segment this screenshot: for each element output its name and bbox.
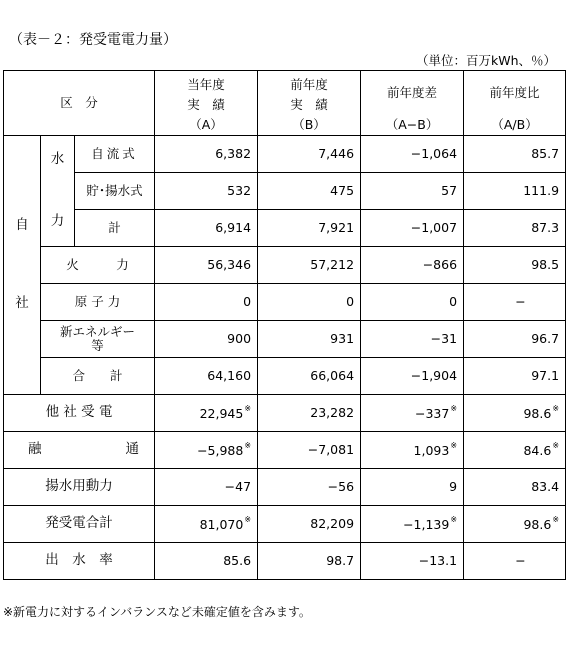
table-row xyxy=(4,247,566,284)
header-col-b xyxy=(258,71,361,136)
cell-diff-value: −337 xyxy=(414,406,450,422)
header-col-diff-line3: （A−B） xyxy=(385,116,439,132)
row-label: 貯･揚水式 xyxy=(75,173,155,210)
cell-diff: −1,007 xyxy=(361,210,464,247)
cell-b: −7,081 xyxy=(258,432,361,469)
table-row xyxy=(4,358,566,395)
cell-diff: 0 xyxy=(361,284,464,321)
table-row xyxy=(4,210,566,247)
cell-diff-value: −1,139 xyxy=(403,517,450,533)
header-col-diff xyxy=(361,71,464,136)
cell-diff xyxy=(361,395,464,432)
row-label: 自流式 xyxy=(75,136,155,173)
cell-b: 475 xyxy=(258,173,361,210)
group-hydro-char2: 力 xyxy=(50,213,65,229)
provisional-mark: ※ xyxy=(552,404,560,414)
cell-ratio: 96.7 xyxy=(464,321,566,358)
cell-a-value: 22,945 xyxy=(199,406,244,422)
cell-ratio: 97.1 xyxy=(464,358,566,395)
cell-a: 532 xyxy=(155,173,258,210)
table-row xyxy=(4,395,566,432)
header-col-ratio xyxy=(464,71,566,136)
cell-diff xyxy=(361,432,464,469)
group-hydro-char1: 水 xyxy=(50,151,65,168)
provisional-mark: ※ xyxy=(450,515,458,525)
header-col-b-line2: 実 績 xyxy=(290,96,328,112)
row-label: 発受電合計 xyxy=(4,506,155,543)
cell-ratio xyxy=(464,432,566,469)
cell-b: 23,282 xyxy=(258,395,361,432)
table-row xyxy=(4,469,566,506)
cell-a xyxy=(155,506,258,543)
cell-diff xyxy=(361,506,464,543)
cell-b: 931 xyxy=(258,321,361,358)
header-col-b-line3: （B） xyxy=(292,116,326,132)
cell-ratio: 111.9 xyxy=(464,173,566,210)
cell-diff: −13.1 xyxy=(361,543,464,580)
cell-a: 900 xyxy=(155,321,258,358)
cell-a xyxy=(155,432,258,469)
table-row xyxy=(4,321,566,358)
cell-diff: 57 xyxy=(361,173,464,210)
cell-ratio: − xyxy=(464,543,566,580)
group-hydro-label xyxy=(41,136,75,247)
header-col-a xyxy=(155,71,258,136)
cell-ratio: 98.5 xyxy=(464,247,566,284)
header-col-diff-line1: 前年度差 xyxy=(387,85,438,100)
cell-diff: −1,064 xyxy=(361,136,464,173)
header-col-ratio-line3: （A/B） xyxy=(491,116,538,132)
cell-a: 0 xyxy=(155,284,258,321)
row-label: 原 子 力 xyxy=(41,284,155,321)
table-row xyxy=(4,506,566,543)
cell-a: 56,346 xyxy=(155,247,258,284)
cell-b: 7,446 xyxy=(258,136,361,173)
cell-b: −56 xyxy=(258,469,361,506)
cell-a: 85.6 xyxy=(155,543,258,580)
provisional-mark: ※ xyxy=(244,515,252,525)
cell-ratio xyxy=(464,506,566,543)
cell-diff: −866 xyxy=(361,247,464,284)
footnote: ※新電力に対するインバランスなど未確定値を含みます。 xyxy=(3,605,311,619)
provisional-mark: ※ xyxy=(244,404,252,414)
unit-label: （単位：百万kWh、％） xyxy=(415,53,556,68)
cell-diff-value: 1,093 xyxy=(413,443,450,459)
provisional-mark: ※ xyxy=(450,441,458,451)
cell-diff: −31 xyxy=(361,321,464,358)
cell-b: 7,921 xyxy=(258,210,361,247)
header-col-a-line2: 実 績 xyxy=(187,96,225,112)
cell-ratio xyxy=(464,395,566,432)
cell-ratio-value: 98.6 xyxy=(523,406,552,422)
cell-a: 64,160 xyxy=(155,358,258,395)
row-label: 合 計 xyxy=(41,358,155,395)
table-row xyxy=(4,432,566,469)
cell-b: 57,212 xyxy=(258,247,361,284)
provisional-mark: ※ xyxy=(552,515,560,525)
cell-ratio: 83.4 xyxy=(464,469,566,506)
row-label-left: 融 xyxy=(28,441,42,458)
table-caption: （表－２：発受電電力量） xyxy=(9,32,177,48)
row-label-line1: 新エネルギー xyxy=(60,323,136,339)
cell-b: 98.7 xyxy=(258,543,361,580)
header-category: 区 分 xyxy=(4,71,155,136)
table-row xyxy=(4,543,566,580)
cell-ratio: 85.7 xyxy=(464,136,566,173)
table-row xyxy=(4,173,566,210)
row-label: 計 xyxy=(75,210,155,247)
cell-ratio: 87.3 xyxy=(464,210,566,247)
header-col-a-line3: （A） xyxy=(189,116,223,132)
row-label xyxy=(41,321,155,358)
header-row xyxy=(4,71,566,136)
provisional-mark: ※ xyxy=(244,441,252,451)
provisional-mark: ※ xyxy=(552,441,560,451)
cell-a: 6,914 xyxy=(155,210,258,247)
header-col-a-line1: 当年度 xyxy=(187,77,225,92)
header-col-ratio-line1: 前年度比 xyxy=(489,85,540,100)
group-self-char1: 自 xyxy=(15,217,29,234)
cell-a-value: −5,988 xyxy=(197,443,244,459)
cell-a: 6,382 xyxy=(155,136,258,173)
cell-b: 0 xyxy=(258,284,361,321)
row-label: 火 力 xyxy=(41,247,155,284)
cell-b: 82,209 xyxy=(258,506,361,543)
cell-diff: 9 xyxy=(361,469,464,506)
row-label xyxy=(4,432,155,469)
cell-b: 66,064 xyxy=(258,358,361,395)
table-row xyxy=(4,284,566,321)
power-table xyxy=(3,70,566,580)
cell-a-value: 81,070 xyxy=(199,517,244,533)
provisional-mark: ※ xyxy=(450,404,458,414)
row-label-line2: 等 xyxy=(91,338,104,353)
cell-a: −47 xyxy=(155,469,258,506)
header-col-b-line1: 前年度 xyxy=(290,77,328,92)
row-label: 揚水用動力 xyxy=(4,469,155,506)
row-label: 出 水 率 xyxy=(4,543,155,580)
group-self-label xyxy=(4,136,41,395)
cell-ratio-value: 98.6 xyxy=(523,517,552,533)
row-label: 他 社 受 電 xyxy=(4,395,155,432)
table-row xyxy=(4,136,566,173)
cell-ratio-value: 84.6 xyxy=(523,443,552,459)
row-label-right: 通 xyxy=(125,441,140,458)
group-self-char2: 社 xyxy=(15,295,29,311)
cell-a xyxy=(155,395,258,432)
cell-ratio: − xyxy=(464,284,566,321)
cell-diff: −1,904 xyxy=(361,358,464,395)
